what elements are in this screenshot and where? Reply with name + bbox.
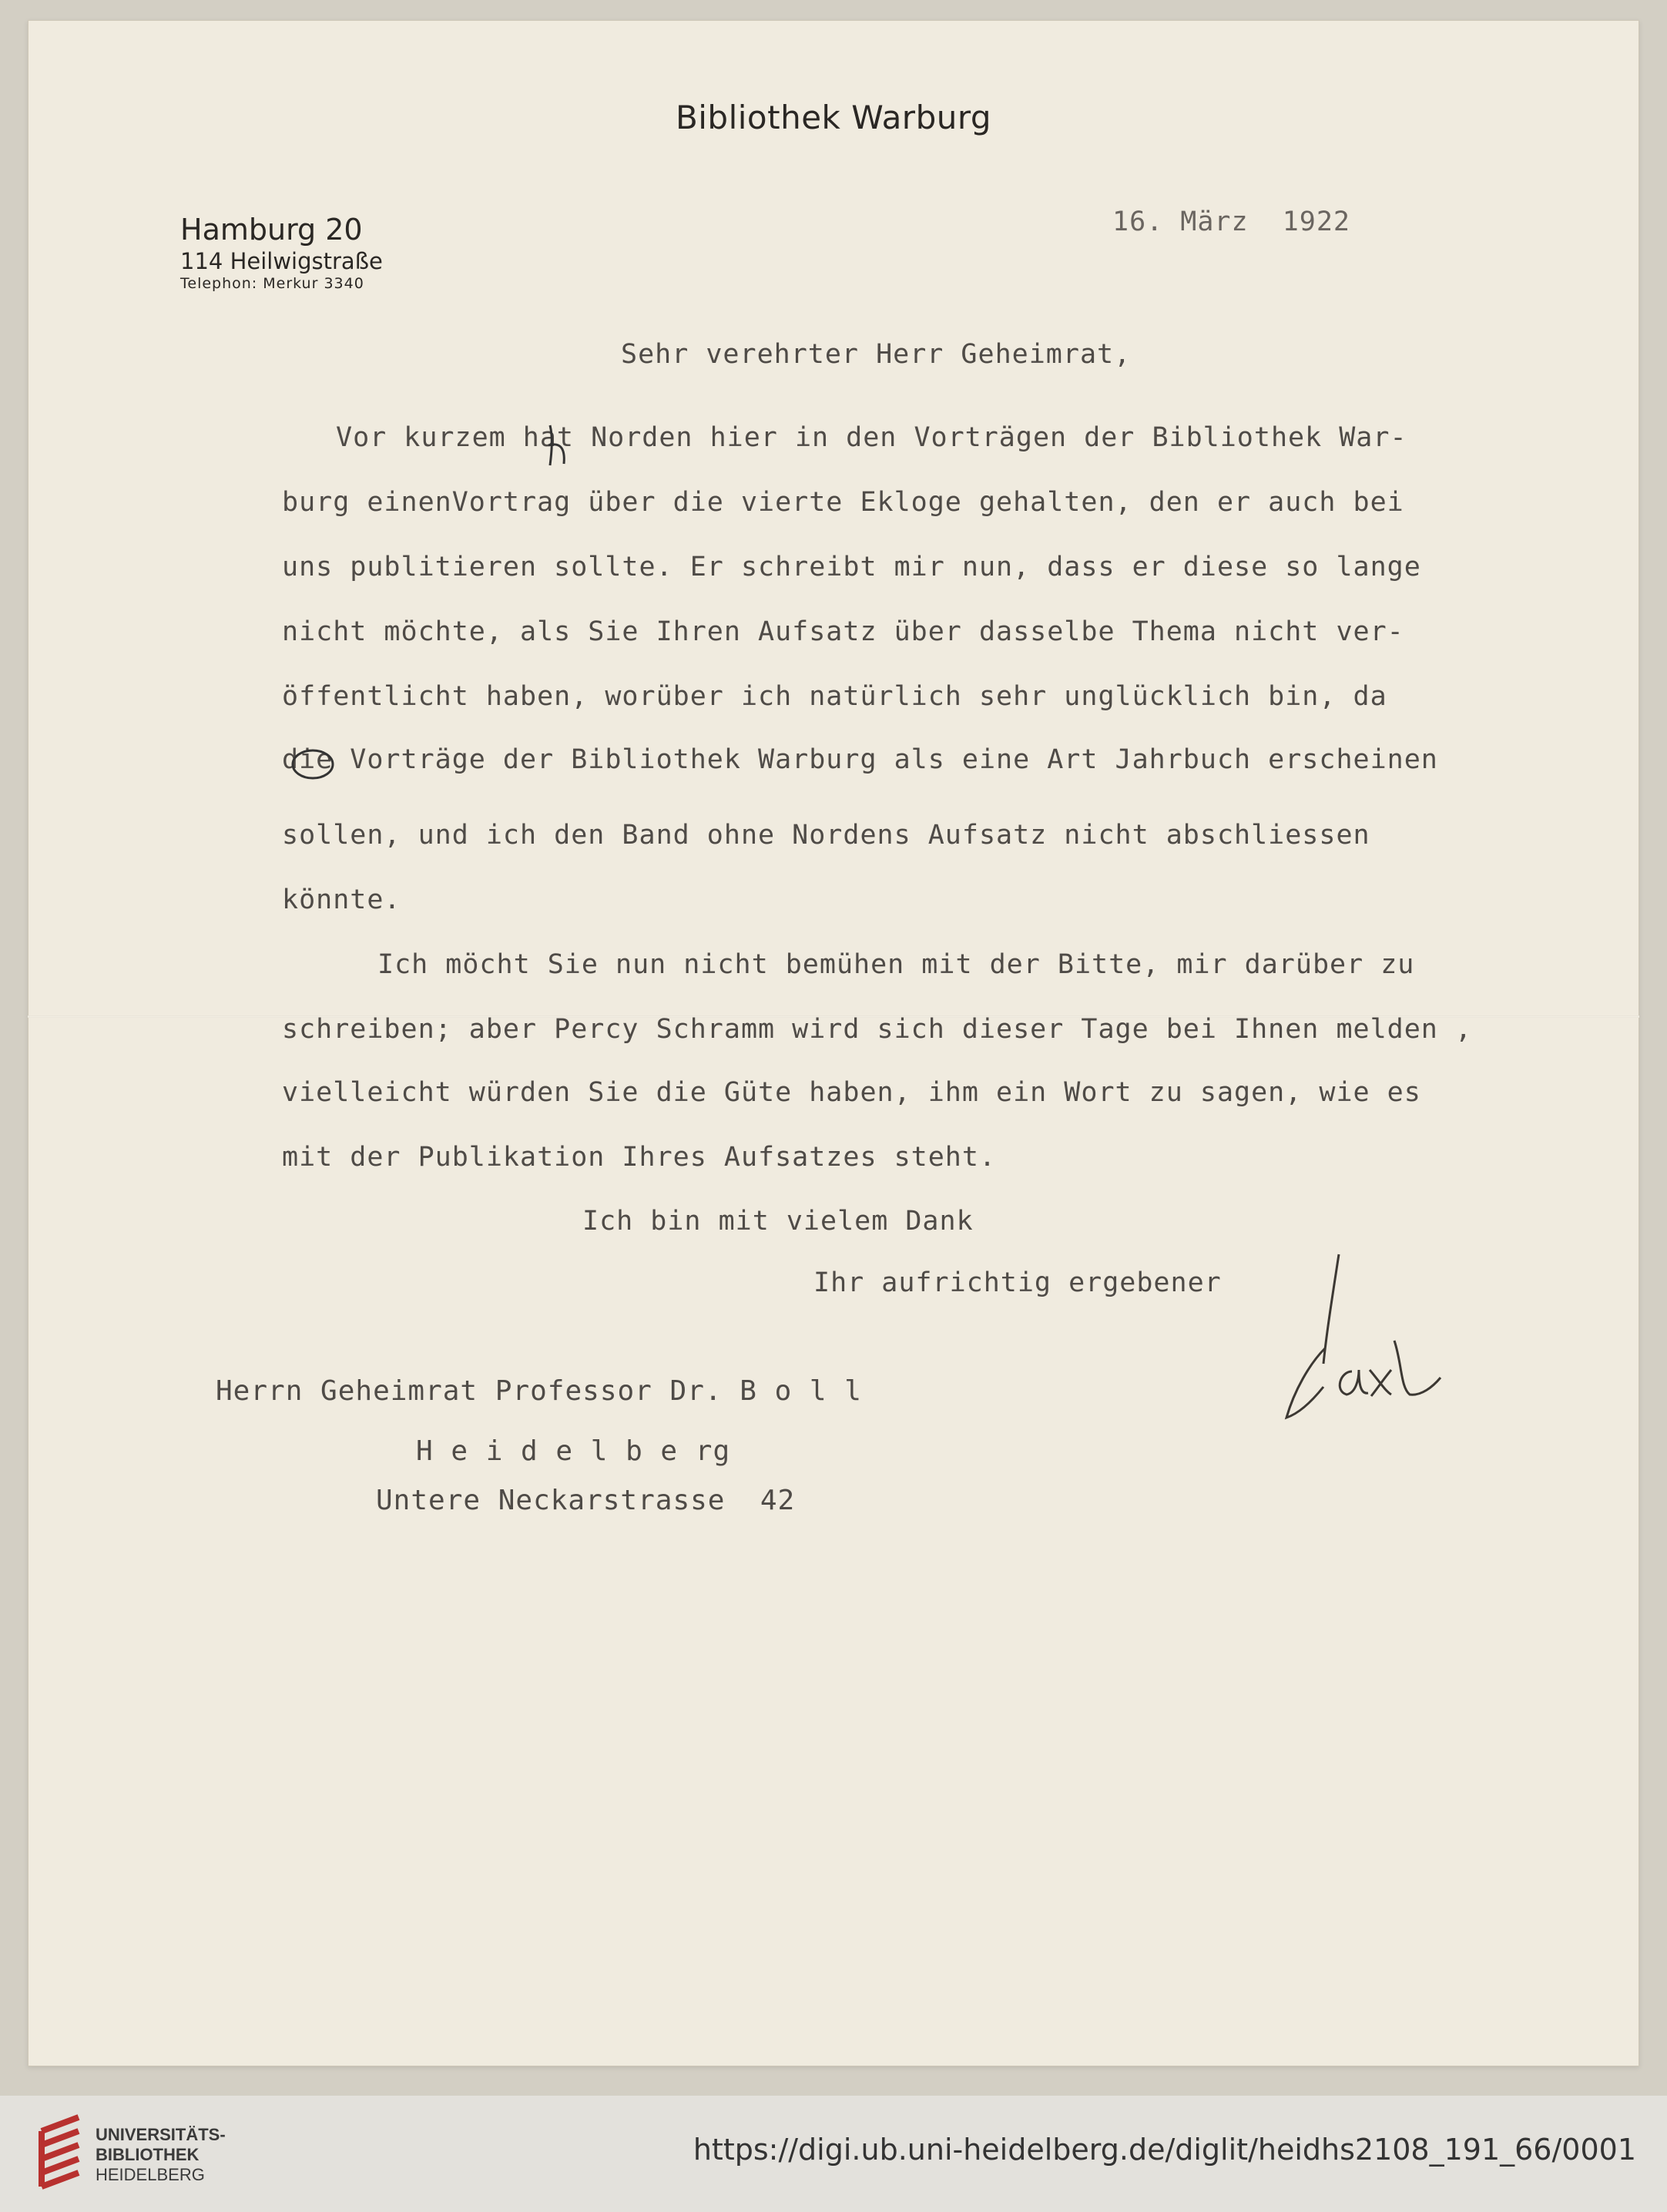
handwritten-correction-h [542,422,573,468]
body-line: Ich möcht Sie nun nicht bemühen mit der Bitte, mir darüber zu [377,949,1415,980]
letterhead-title: Bibliothek Warburg [675,99,992,136]
body-line: uns publitieren sollte. Er schreibt mir nun, dass er diese so lange [282,552,1421,582]
valediction: Ihr aufrichtig ergebener [813,1267,1222,1298]
footer-bar [0,2096,1667,2212]
body-line: burg einenVortrag über die vierte Ekloge gehalten, den er auch bei [282,487,1404,518]
recipient-city: H e i d e l b e rg [416,1435,731,1467]
letterhead-city: Hamburg 20 [180,213,363,247]
recipient-name: Herrn Geheimrat Professor Dr. B o l l [216,1375,862,1407]
body-line: mit der Publikation Ihres Aufsatzes steht. [282,1142,997,1173]
handwritten-signature [1279,1248,1448,1433]
body-line: Vor kurzem hat Norden hier in den Vorträgen der Bibliothek War- [336,422,1407,453]
library-logo-text: UNIVERSITÄTS- BIBLIOTHEK HEIDELBERG [96,2125,226,2184]
source-url-link[interactable]: https://digi.ub.uni-heidelberg.de/diglit/heidhs2108_191_66/0001 [693,2133,1636,2167]
body-line: sollen, und ich den Band ohne Nordens Aufsatz nicht abschliessen [282,820,1370,851]
letterhead-street: 114 Heilwigstraße [180,248,383,274]
letter-date: 16. März 1922 [1112,206,1351,237]
recipient-street: Untere Neckarstrasse 42 [376,1485,796,1516]
salutation: Sehr verehrter Herr Geheimrat, [621,339,1132,370]
body-line: öffentlicht haben, worüber ich natürlich sehr unglücklich bin, da [282,681,1387,712]
handwritten-correction-circle [283,746,337,784]
library-logo-icon [31,2114,100,2191]
body-line: vielleicht würden Sie die Güte haben, ihm ein Wort zu sagen, wie es [282,1077,1421,1108]
body-line: die Vorträge der Bibliothek Warburg als eine Art Jahrbuch erscheinen [282,744,1438,775]
letterhead-phone: Telephon: Merkur 3340 [180,275,364,292]
closing-line: Ich bin mit vielem Dank [582,1206,974,1237]
body-line: schreiben; aber Percy Schramm wird sich dieser Tage bei Ihnen melden , [282,1014,1473,1045]
body-line: nicht möchte, als Sie Ihren Aufsatz über dasselbe Thema nicht ver- [282,616,1404,647]
body-line: könnte. [282,884,401,915]
